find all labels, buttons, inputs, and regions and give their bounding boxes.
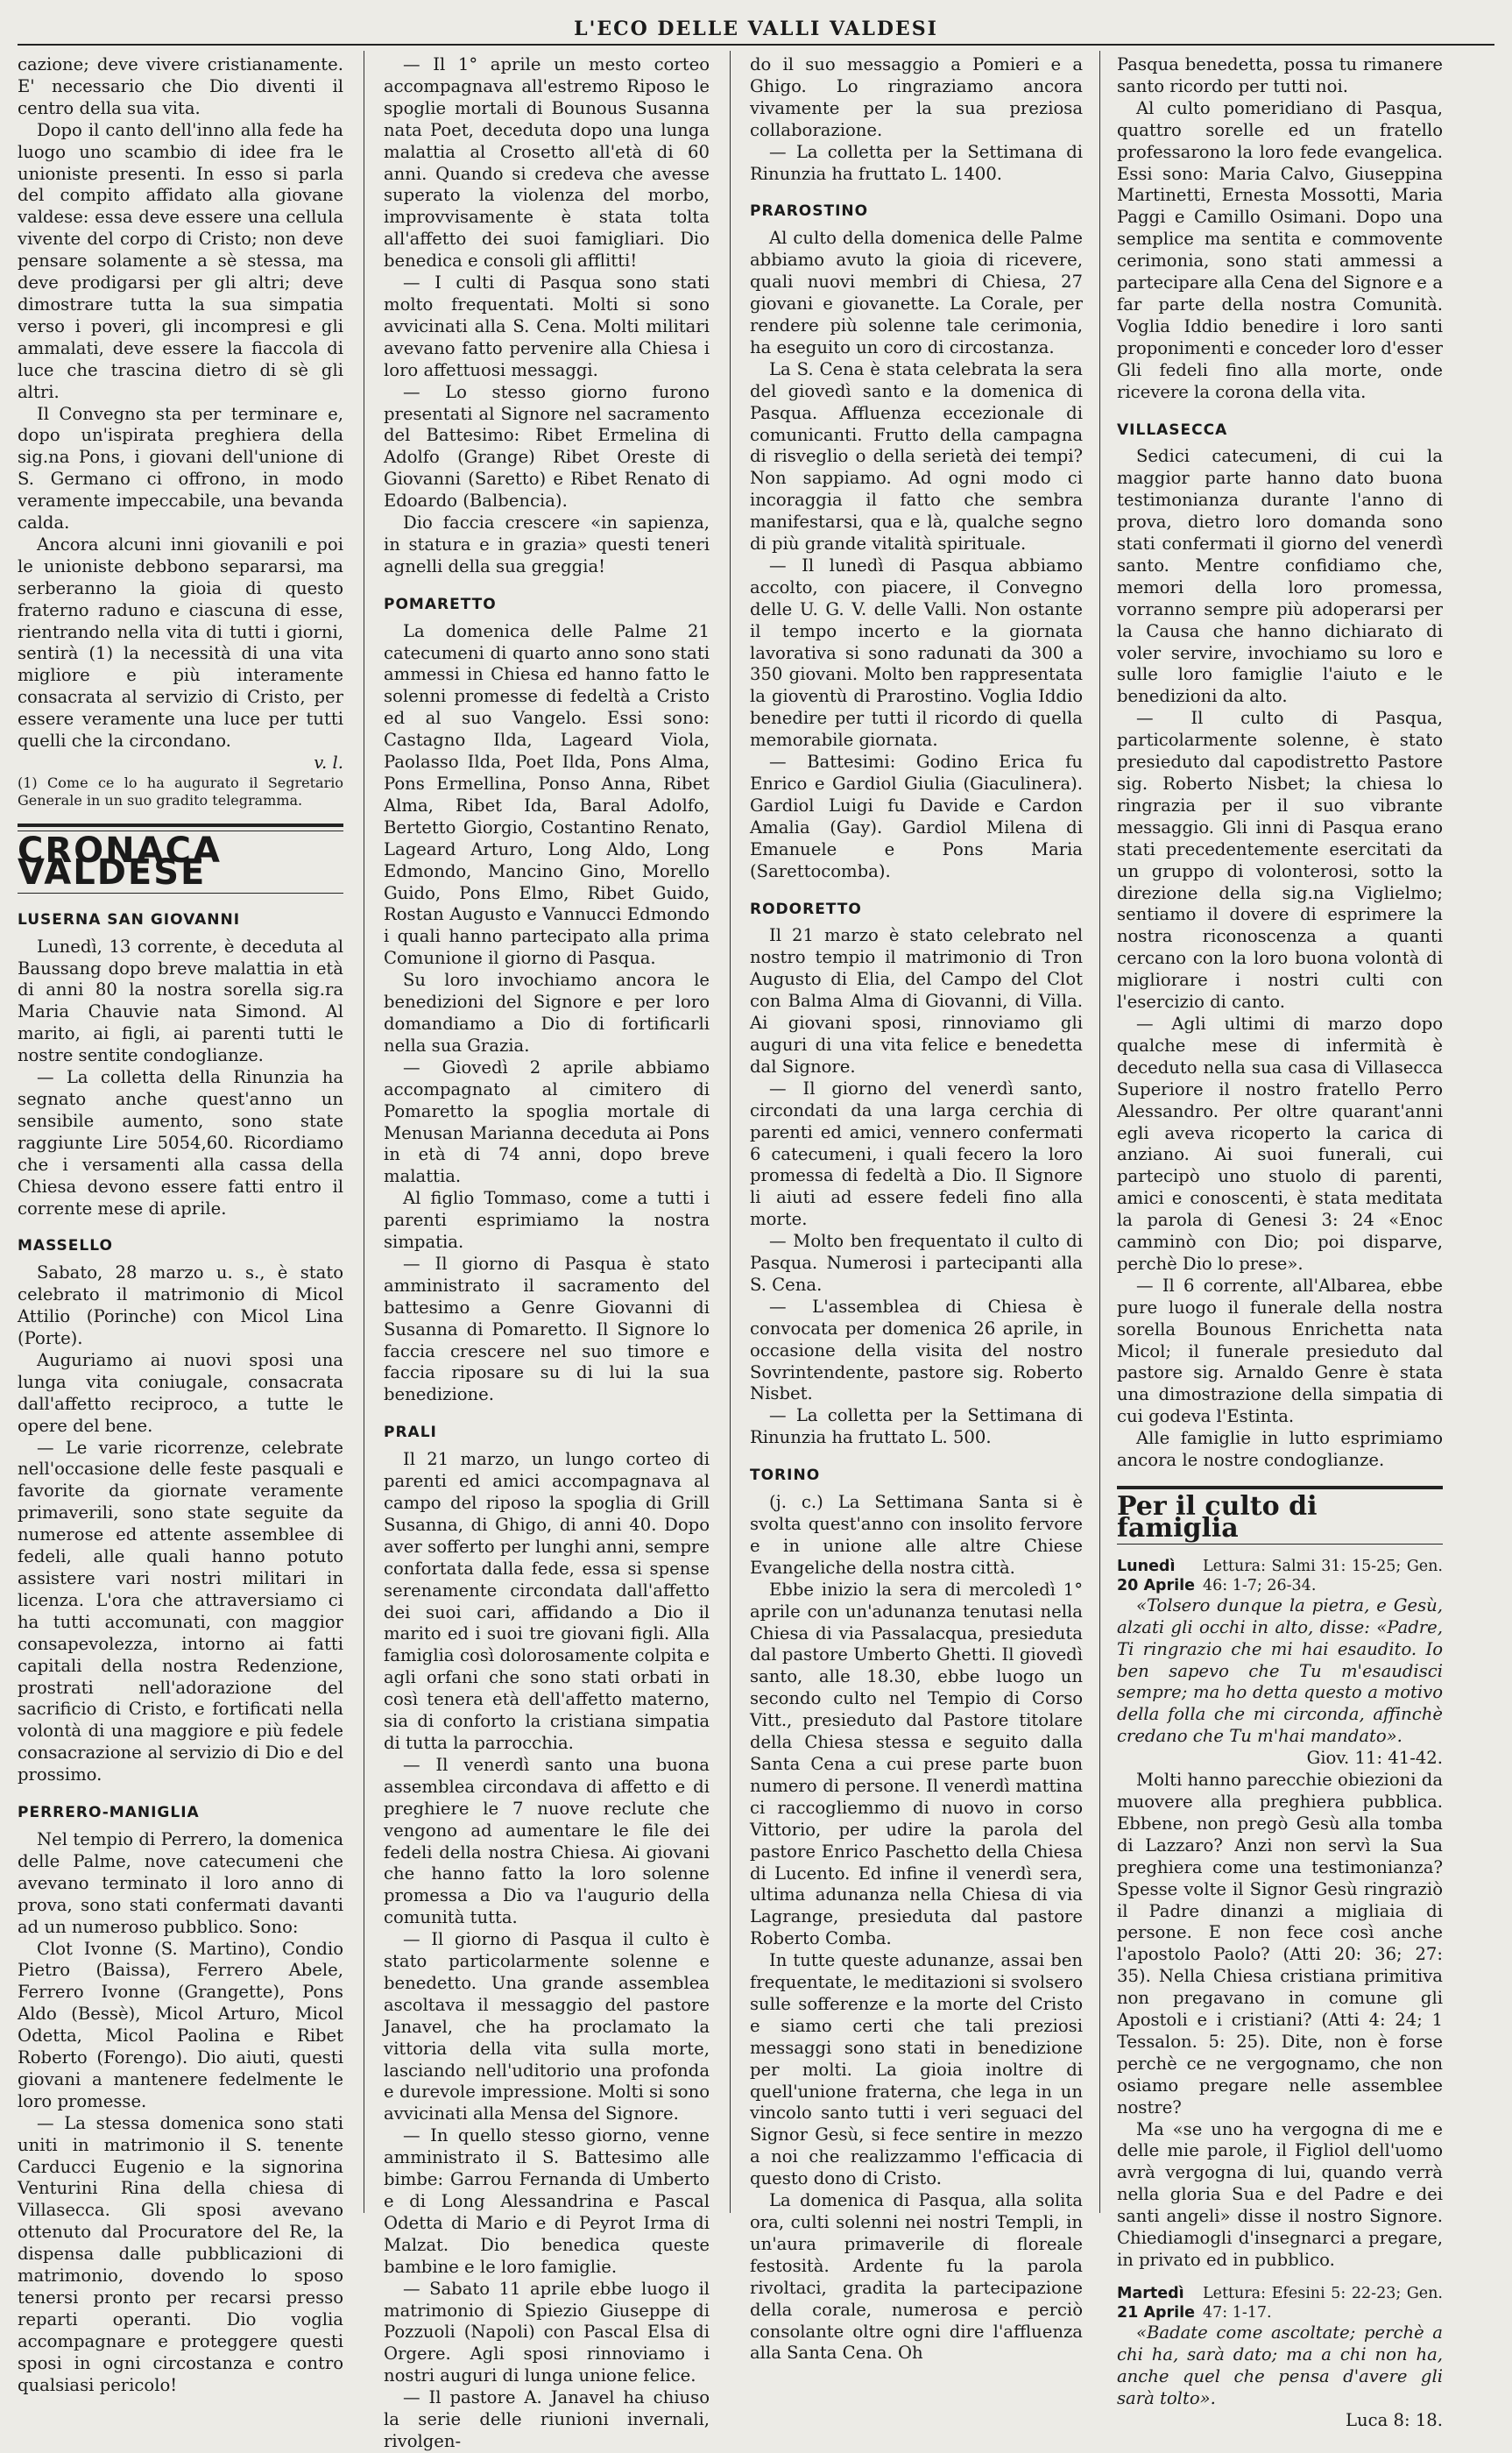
reading: Lettura: Efesini 5: 22-23; Gen. 47: 1-17. bbox=[1203, 2284, 1443, 2322]
paragraph: In tutte queste adunanze, assai ben frequentate, le meditazioni si svolsero sulle sofferenze e la morte del Cristo e siamo certi che tali preziosi messaggi sono stati in benedizione per molti. La gioia inoltre di quell'unione fraterna, che lega in un vincolo santo tutti i veri seguaci del Signor Gesù, si fece sentire in mezzo a noi che realizzammo l'efficacia di questo dono di Cristo. bbox=[750, 1950, 1083, 2189]
paragraph: — Giovedì 2 aprile abbiamo accompagnato al cimitero di Pomaretto la spoglia mortale di Menusan Marianna deceduta ai Pons in età di 74 anni, dopo breve malattia. bbox=[384, 1057, 710, 1187]
paragraph: — Molto ben frequentato il culto di Pasqua. Numerosi i partecipanti alla S. Cena. bbox=[750, 1231, 1083, 1295]
paragraph: Molti hanno parecchie obiezioni da muovere alla preghiera pubblica. Ebbene, non pregò Gesù alla tomba di Lazzaro? Anzi non servì la Sua preghiera come una testimonianza? Spesse volte il Signor Gesù ringraziò il Padre dinanzi a migliaia di persone. E non fece così anche l'apostolo Paolo? (Atti 20: 36; 27: 35). Nella Chiesa cristiana primitiva non pregavano in comune gli Apostoli e i cristiani? (Atti 4: 24; 1 Tessalon. 5: 25). Dite, non è forse perchè ce ne vergognamo, che non osiamo pregare nelle assemblee nostre? bbox=[1117, 1770, 1443, 2117]
paragraph: — Il 6 corrente, all'Albarea, ebbe pure luogo il funerale della nostra sorella Bounous Enrichetta nata Micol; il funerale presieduto dal pastore sig. Arnaldo Genre è stata una dimostrazione della simpatia di cui godeva l'Estinta. bbox=[1117, 1275, 1443, 1427]
day-name: Martedì 21 Aprile bbox=[1117, 2284, 1196, 2322]
paragraph: Lunedì, 13 corrente, è deceduta al Baussang dopo breve malattia in età di anni 80 la nostra sorella sig.ra Maria Chauvie nata Simond. Al marito, ai figli, ai parenti tutti le nostre sentite condoglianze. bbox=[18, 936, 343, 1066]
paragraph: — Il 1° aprile un mesto corteo accompagnava all'estremo Riposo le spoglie mortali di Bounous Susanna nata Poet, deceduta dopo una lunga malattia al Crosetto all'età di 60 anni. Quando si credeva che avesse superato la violenza del morbo, improvvisamente è stata tolta all'affetto dei suoi famigliari. Dio benedica e consoli gli afflitti! bbox=[384, 54, 710, 272]
paragraph: Il 21 marzo, un lungo corteo di parenti ed amici accompagnava al campo del riposo la spoglia di Grill Susanna, di Ghigo, di anni 40. Dopo aver sofferto per lunghi anni, sempre confortata dalla fede, essa si spense serenamente circondata dall'affetto dei suoi cari, affidando a Dio il marito ed i suoi tre giovani figli. Alla famiglia così dolorosamente colpita e agli orfani che sono stati orbati in così tenera età dell'affetto materno, sia di conforto la cristiana simpatia di tutta la parrocchia. bbox=[384, 1449, 710, 1753]
paragraph: — Il pastore A. Janavel ha chiuso la serie delle riunioni invernali, rivolgen- bbox=[384, 2387, 710, 2451]
paragraph: Alle famiglie in lutto esprimiamo ancora le nostre condoglianze. bbox=[1117, 1428, 1443, 1471]
paragraph: Ma «se uno ha vergogna di me e delle mie parole, il Figliol dell'uomo avrà vergogna di lui, quando verrà nella gloria Sua e del Padre e dei santi angeli» disse il nostro Signore. Chiediamogli d'insegnarci a pregare, in privato ed in pubblico. bbox=[1117, 2118, 1443, 2270]
paragraph: La domenica di Pasqua, alla solita ora, culti solenni nei nostri Templi, in un'aura primaverile di floreale festosità. Ardente fu la parola rivoltaci, gradita la partecipazione della corale, numerosa e perciò consolante oltre ogni dire l'affluenza alla Santa Cena. Oh bbox=[750, 2190, 1083, 2364]
divider bbox=[18, 893, 343, 894]
day-entry bbox=[1117, 1557, 1443, 1595]
quote: «Badate come ascoltate; perchè a chi ha, sarà dato; ma a chi non ha, anche quel che pensa d'avere gli sarà tolto». bbox=[1117, 2322, 1443, 2408]
paragraph: Ebbe inizio la sera di mercoledì 1° aprile con un'adunanza tenutasi nella Chiesa di via Passalacqua, presieduta dal pastore Umberto Ghetti. Il giovedì santo, alle 18.30, ebbe luogo un secondo culto nel Tempio di Corso Vitt., presieduto dal Pastore titolare della Chiesa stessa e seguito dalla Santa Cena a cui prese parte buon numero di persone. Il venerdì mattina ci raccogliemmo di nuovo in corso Vittorio, per udire la parola del pastore Enrico Paschetto della Chiesa di Lucento. Ed infine il venerdì sera, ultima adunanza nella Chiesa di via Lagrange, presieduta dal pastore Roberto Comba. bbox=[750, 1579, 1083, 1949]
subheading-villasecca: VILLASECCA bbox=[1117, 421, 1228, 439]
paragraph: — Lo stesso giorno furono presentati al Signore nel sacramento del Battesimo: Ribet Ermelina di Adolfo (Grange) Ribet Oreste di Giovanni (Saretto) e Ribet Renato di Edoardo (Balbencia). bbox=[384, 381, 710, 512]
divider bbox=[18, 824, 343, 827]
paragraph: Dopo il canto dell'inno alla fede ha luogo uno scambio di idee fra le unioniste presenti. In esso si parla del compito affidato alla giovane valdese: essa deve essere una cellula vivente del corpo di Cristo; non deve pensare solamente a sè stessa, ma deve prodigarsi per gli altri; deve dimostrare tutta la sua simpatia verso i poveri, gli incompresi e gli ammalati, deve essere la fiaccola di luce che trascina dietro di sè gli altri. bbox=[18, 119, 343, 402]
section-title-culto: Per il culto di famiglia bbox=[1117, 1491, 1318, 1544]
paragraph: cazione; deve vivere cristianamente. E' necessario che Dio diventi il centro della sua vita. bbox=[18, 54, 343, 118]
paragraph: Nel tempio di Perrero, la domenica delle Palme, nove catecumeni che avevano terminato il loro anno di prova, sono stati confermati davanti ad un numeroso pubblico. Sono: bbox=[18, 1828, 343, 1937]
column-4 bbox=[1117, 54, 1443, 2430]
paragraph: Dio faccia crescere «in sapienza, in statura e in grazia» questi teneri agnelli della sua greggia! bbox=[384, 513, 710, 576]
paragraph: — In quello stesso giorno, venne amministrato il S. Battesimo alle bimbe: Garrou Fernanda di Umberto e di Long Alessandrina e Pascal Odetta di Mario e di Peyrot Irma di Malzat. Dio benedica queste bambine e le loro famiglie. bbox=[384, 2125, 710, 2277]
column-3 bbox=[750, 54, 1083, 2364]
paragraph: Sabato, 28 marzo u. s., è stato celebrato il matrimonio di Micol Attilio (Porinche) con Micol Lina (Porte). bbox=[18, 1262, 343, 1349]
paragraph: (j. c.) La Settimana Santa si è svolta quest'anno con insolito fervore e in unione alle altre Chiese Evangeliche della nostra città. bbox=[750, 1492, 1083, 1578]
reference: Giov. 11: 41-42. bbox=[1306, 1748, 1443, 1769]
paragraph: La domenica delle Palme 21 catecumeni di quarto anno sono stati ammessi in Chiesa ed hanno fatto le solenni promesse di fedeltà a Cristo ed al suo Vangelo. Essi sono: Castagno Ilda, Lageard Viola, Paolasso Ilda, Poet Ilda, Pons Alma, Pons Ermellina, Ponso Anna, Ribet Alma, Ribet Ida, Baral Adolfo, Bertetto Giorgio, Costantino Renato, Lageard Arturo, Long Aldo, Long Edmondo, Mancino Gino, Morello Guido, Pons Elmo, Ribet Guido, Rostan Augusto e Vannucci Edmondo i quali hanno partecipato alla prima Comunione il giorno di Pasqua. bbox=[384, 620, 710, 969]
paragraph: Al figlio Tommaso, come a tutti i parenti esprimiamo la nostra simpatia. bbox=[384, 1188, 710, 1253]
subheading-luserna: LUSERNA SAN GIOVANNI bbox=[18, 910, 241, 929]
paragraph: Su loro invochiamo ancora le benedizioni del Signore e per loro domandiamo a Dio di fortificarli nella sua Grazia. bbox=[384, 970, 710, 1056]
paragraph: — Il giorno del venerdì santo, circondati da una larga cerchia di parenti ed amici, vennero confermati 6 catecumeni, i quali fecero la loro promessa di fedeltà a Dio. Il Signore li aiuti ad essere fedeli fino alla morte. bbox=[750, 1078, 1083, 1230]
header-rule bbox=[18, 44, 1494, 46]
section-title-cronaca: CRONACA VALDESE bbox=[18, 830, 222, 893]
paragraph: — Il giorno di Pasqua il culto è stato particolarmente solenne e benedetto. Una grande assemblea ascoltava il messaggio del pastore Janavel, che ha proclamato la vittoria della vita sulla morte, lasciando nell'uditorio una profonda e durevole impressione. Molti si sono avvicinati alla Mensa del Signore. bbox=[384, 1929, 710, 2124]
reading: Lettura: Salmi 31: 15-25; Gen. 46: 1-7; 26-34. bbox=[1203, 1557, 1443, 1594]
subheading-massello: MASSELLO bbox=[18, 1237, 113, 1255]
paragraph: — Il culto di Pasqua, particolarmente solenne, è stato presieduto dal capodistretto Pastore sig. Roberto Nisbet; la chiesa lo ringrazia per il suo vibrante messaggio. Gli inni di Pasqua erano stati precedentemente esercitati da un gruppo di volonterosi, sotto la direzione della sig.na Viglielmo; sentiamo il dovere di esprimere la nostra riconoscenza a quanti cercano con la loro buona volontà di migliorare i nostri culti con l'esercizio di canto. bbox=[1117, 708, 1443, 1013]
paragraph: Pasqua benedetta, possa tu rimanere santo ricordo per tutti noi. bbox=[1117, 54, 1443, 96]
day-name: Lunedì 20 Aprile bbox=[1117, 1557, 1196, 1594]
subheading-prali: PRALI bbox=[384, 1424, 437, 1442]
paragraph: — L'assemblea di Chiesa è convocata per domenica 26 aprile, in occasione della visita del nostro Sovrintendente, pastore sig. Roberto Nisbet. bbox=[750, 1296, 1083, 1404]
paragraph: — I culti di Pasqua sono stati molto frequentati. Molti si sono avvicinati alla S. Cena. Molti militari avevano fatto pervenire alla Chiesa i loro affettuosi messaggi. bbox=[384, 272, 710, 380]
signature: v. l. bbox=[314, 753, 343, 773]
paragraph: — La stessa domenica sono stati uniti in matrimonio il S. tenente Carducci Eugenio e la signorina Venturini Rina della chiesa di Villasecca. Gli sposi avevano ottenuto dal Procuratore del Re, la dispensa dalle pubblicazioni di matrimonio, dovendo lo sposo tenersi pronto per recarsi presso reparti operanti. Dio voglia accompagnare e proteggere questi sposi in ogni circostanza e contro qualsiasi pericolo! bbox=[18, 2112, 343, 2395]
paragraph: Al culto pomeridiano di Pasqua, quattro sorelle ed un fratello professarono la loro fede evangelica. Essi sono: Maria Calvo, Giuseppina Martinetti, Ernesta Mossotti, Maria Paggi e Camillo Osimani. Dopo una semplice ma sentita e commovente cerimonia, sono stati ammessi a partecipare alla Cena del Signore e a far parte della nostra Comunità. Voglia Iddio benedire i loro santi proponimenti e conceder loro d'esser Gli fedeli fino alla morte, onde ricevere la corona della vita. bbox=[1117, 97, 1443, 402]
paragraph: — La colletta per la Settimana di Rinunzia ha fruttato L. 500. bbox=[750, 1405, 1083, 1448]
paragraph: — Battesimi: Godino Erica fu Enrico e Gardiol Giulia (Giaculinera). Gardiol Luigi fu Davide e Cardon Amalia (Gay). Gardiol Milena di Emanuele e Pons Maria (Sarettocomba). bbox=[750, 752, 1083, 881]
column-separator bbox=[1099, 51, 1100, 2213]
subheading-torino: TORINO bbox=[750, 1467, 821, 1485]
subheading-prarostino: PRAROSTINO bbox=[750, 202, 869, 221]
day-entry bbox=[1117, 2284, 1443, 2322]
paragraph: Clot Ivonne (S. Martino), Condio Pietro (Baissa), Ferrero Abele, Ferrero Ivonne (Grangette), Pons Aldo (Bessè), Micol Arturo, Micol Odetta, Micol Paolina e Ribet Roberto (Forengo). Dio aiuti, questi giovani a mantenere fedelmente le loro promesse. bbox=[18, 1938, 343, 2111]
paragraph: Il Convegno sta per terminare e, dopo un'ispirata preghiera della sig.na Pons, i giovani dell'unione di S. Germano ci offrono, in modo veramente impeccabile, una bevanda calda. bbox=[18, 403, 343, 534]
newspaper-header: L'ECO DELLE VALLI VALDESI bbox=[574, 18, 938, 40]
column-2 bbox=[384, 54, 710, 2451]
subheading-rodoretto: RODORETTO bbox=[750, 900, 862, 918]
paragraph: — Il giorno di Pasqua è stato amministrato il sacramento del battesimo a Genre Giovanni di Susanna di Pomaretto. Il Signore lo faccia crescere nel suo timore e faccia riposare su di lui la sua benedizione. bbox=[384, 1253, 710, 1405]
paragraph: — Sabato 11 aprile ebbe luogo il matrimonio di Spiezio Giuseppe di Pozzuoli (Napoli) con Pascal Elsa di Orgere. Agli sposi rinnoviamo i nostri auguri di lunga unione felice. bbox=[384, 2278, 710, 2386]
paragraph: — Il venerdì santo una buona assemblea circondava di affetto e di preghiere le 7 nuove reclute che vengono ad aumentare le file dei fedeli della nostra Chiesa. Ai giovani che hanno fatto la loro solenne promessa a Dio va l'augurio della comunità tutta. bbox=[384, 1754, 710, 1928]
paragraph: — La colletta per la Settimana di Rinunzia ha fruttato L. 1400. bbox=[750, 141, 1083, 184]
column-separator bbox=[730, 51, 731, 2213]
quote: «Tolsero dunque la pietra, e Gesù, alzati gli occhi in alto, disse: «Padre, Ti ringrazio che mi hai esaudito. Io ben sapevo che Tu m'esaudisci sempre; ma ho detta questo a motivo della folla che mi circonda, affinchè credano che Tu m'hai mandato». bbox=[1117, 1594, 1443, 1747]
divider bbox=[1117, 1544, 1443, 1545]
paragraph: Sedici catecumeni, di cui la maggior parte hanno dato buona testimonianza durante l'anno di prova, dietro loro domanda sono stati confermati il giorno del venerdì santo. Mentre confidiamo che, memori della loro promessa, vorranno sempre più adoperarsi per la Causa che hanno dichiarato di voler servire, invochiamo su loro e sulle loro famiglie l'aiuto e le benedizioni da alto. bbox=[1117, 446, 1443, 707]
footnote: (1) Come ce lo ha augurato il Segretario Generale in un suo gradito telegramma. bbox=[18, 774, 343, 809]
paragraph: do il suo messaggio a Pomieri e a Ghigo. Lo ringraziamo ancora vivamente per la sua preziosa collaborazione. bbox=[750, 54, 1083, 140]
divider bbox=[1117, 1486, 1443, 1489]
reference: Luca 8: 18. bbox=[1346, 2409, 1443, 2430]
paragraph: — La colletta della Rinunzia ha segnato anche quest'anno un sensibile aumento, sono state raggiunte Lire 5054,60. Ricordiamo che i versamenti alla cassa della Chiesa devono essere fatti entro il corrente mese di aprile. bbox=[18, 1067, 343, 1219]
paragraph: La S. Cena è stata celebrata la sera del giovedì santo e la domenica di Pasqua. Affluenza eccezionale di comunicanti. Frutto della campagna di risveglio o della serietà dei tempi? Non sappiamo. Ad ogni modo ci incoraggia il fatto che sembra manifestarsi, qua e là, qualche segno di più grande vitalità spirituale. bbox=[750, 358, 1083, 555]
paragraph: — Le varie ricorrenze, celebrate nell'occasione delle feste pasquali e favorite da giornate veramente primaverili, sono state seguite da numerose ed attente assemblee di fedeli, alle quali hanno potuto assistere vari nostri militari in licenza. L'ora che attraversiamo ci ha tutti accomunati, con maggior consapevolezza, intorno ai fatti capitali della nostra Redenzione, prostrati nell'adorazione del sacrificio di Cristo, e fortificati nella volontà di una maggiore e più fedele consacrazione al servizio di Dio e del prossimo. bbox=[18, 1437, 343, 1785]
paragraph: Il 21 marzo è stato celebrato nel nostro tempio il matrimonio di Tron Augusto di Elia, del Campo del Clot con Balma Alma di Giovanni, di Villa. Ai giovani sposi, rinnoviamo gli auguri di una vita felice e benedetta dal Signore. bbox=[750, 925, 1083, 1077]
subheading-pomaretto: POMARETTO bbox=[384, 595, 497, 613]
paragraph: — Il lunedì di Pasqua abbiamo accolto, con piacere, il Convegno delle U. G. V. delle Valli. Non ostante il tempo incerto e la giornata lavorativa si sono radunati da 300 a 350 giovani. Molto ben rappresentata la gioventù di Prarostino. Voglia Iddio benedire per tutti il ricordo di quella memorabile giornata. bbox=[750, 555, 1083, 751]
paragraph: — Agli ultimi di marzo dopo qualche mese di infermità è deceduto nella sua casa di Villasecca Superiore il nostro fratello Perro Alessandro. Per oltre quarant'anni egli aveva ricoperto la carica di anziano. Ai suoi funerali, cui partecipò uno stuolo di parenti, amici e conoscenti, è stata meditata la parola di Genesi 3: 24 «Enoc camminò con Dio; poi disparve, perchè Dio lo prese». bbox=[1117, 1013, 1443, 1274]
paragraph: Al culto della domenica delle Palme abbiamo avuto la gioia di ricevere, quali nuovi membri di Chiesa, 27 giovani e giovanette. La Corale, per rendere più solenne tale cerimonia, ha eseguito un coro di circostanza. bbox=[750, 228, 1083, 357]
column-1 bbox=[18, 54, 343, 2395]
paragraph: Ancora alcuni inni giovanili e poi le unioniste debbono separarsi, ma serberanno la gioia di questo fraterno raduno e ciascuna di esse, rientrando nella vita di tutti i giorni, sentirà (1) la necessità di una vita migliore e più interamente consacrata al servizio di Cristo, per essere veramente una luce per tutti quelli che la circondano. bbox=[18, 534, 343, 752]
paragraph: Auguriamo ai nuovi sposi una lunga vita coniugale, consacrata dall'affetto reciproco, a tutte le opere del bene. bbox=[18, 1349, 343, 1436]
subheading-perrero: PERRERO-MANIGLIA bbox=[18, 1804, 200, 1822]
